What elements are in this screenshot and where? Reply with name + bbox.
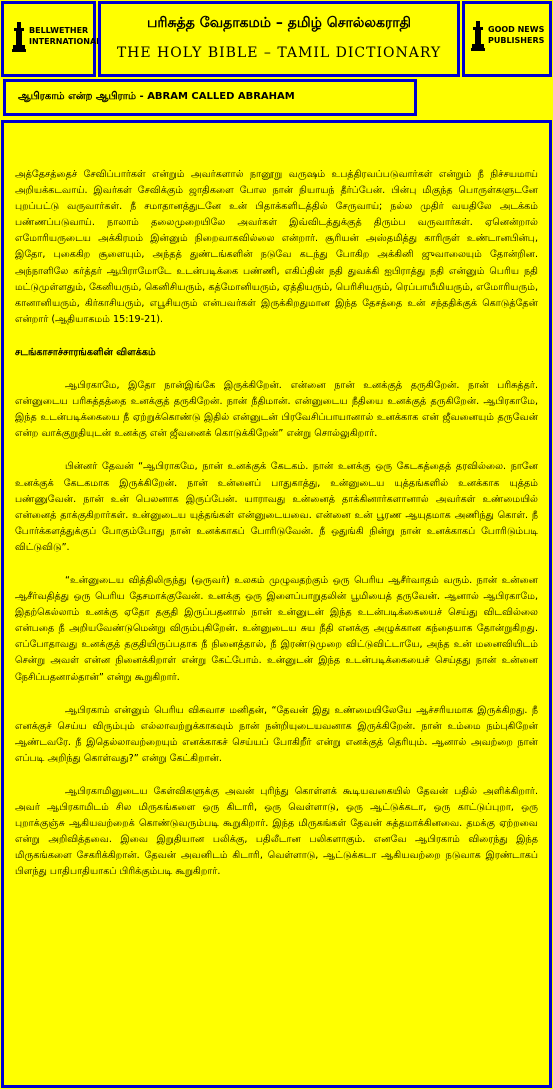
bellwether-logo-box	[1, 1, 102, 77]
goodnews-logo-box	[462, 1, 552, 77]
subtitle-tamil: ஆபிரகாம் என்ற ஆபிராம்	[18, 91, 137, 102]
subtitle	[18, 91, 295, 103]
title-box	[98, 1, 460, 77]
lamp-icon	[12, 21, 26, 53]
page-header	[0, 0, 553, 79]
bellwether-logo	[12, 21, 101, 53]
paragraph-5: ஆபிரகாம் என்னும் பெரிய விசுவாச மனிதன், “தேவன் இது உண்மையிலேயே ஆச்சரியமாக இருக்கிறது. நீ எனக்குச் செய்ய விரும்பும் எல்லாவற்றுக்காகவும் நான் நன்றியுடையவனாக இருக்கிறேன். நான் உம்மை நம்புகிறேன் ஆண்டவரே. நீ இதெல்லாவற்றையும் எனக்காகச் செய்யப் போகிறீர் என்று எனக்குத் தெரியும். ஆனால் அவற்றை நான் எப்படி அறிந்து கொள்வது?” என்று கேட்கிறான்.	[15, 704, 538, 764]
bellwether-logo-text: BELLWETHER INTERNATIONAL	[29, 26, 102, 46]
section-heading: சடங்காசாச்சாரங்களின் விளக்கம்	[15, 346, 156, 358]
goodnews-logo-text: GOOD NEWS PUBLISHERS	[488, 25, 545, 45]
title-tamil: பரிசுத்த வேதாகமம் – தமிழ் சொல்லகராதி	[147, 15, 411, 31]
subtitle-box	[3, 79, 417, 116]
paragraph-3: பின்னர் தேவன் “ஆபிராகமே, நான் உனக்குக் கேடகம். நான் உனக்கு ஒரு கேடகத்தைத் தரவில்லை. நானே உனக்குக் கேடகமாக இருக்கிறேன். நான் உன்னைப் பாதுகாத்து, உன்னுடைய யுத்தங்களில் உனக்காக யுத்தம் பண்ணுவேன். நான் உன் பெலனாக இருப்பேன். யாராவது உன்னைத் தாக்கினார்களானால் அவர்கள் உண்மையில் என்னைத் தாக்குகிறார்கள். உன்னுடைய யுத்தங்கள் என்னுடையவை. என்னை உன் பூரண ஆயுதமாக அணிந்து கொள். நீ போர்க்களத்துக்குப் போகும்போது நான் உனக்காகப் போரிடுவேன். நீ ஒதுங்கி நின்று நான் உனக்காகப் போரிடும்படி விட்டுவிடு”.	[15, 461, 538, 553]
paragraph-4: “உன்னுடைய வித்திலிருந்து (ஒருவர்) உலகம் முழுவதற்கும் ஒரு பெரிய ஆசீர்வாதம் வரும். நான் உன்னை ஆசீர்வதித்து ஒரு பெரிய தேசமாக்குவேன். உனக்கு ஒரு இளைப்பாறுதலின் பூமியைத் தருவேன். ஆனால் ஆபிரகாமே, இதற்கெல்லாம் உனக்கு ஏதோ தகுதி இருப்பதனால் நான் உன்னுடன் இந்த உடன்படிக்கையைச் செய்து விடவில்லை என்பதை நீ அறியவேண்டுமென்று விரும்புகிறேன். உன்னுடைய சுய நீதி எனக்கு அழுக்கான கந்தையாக தோன்றுகிறது. எப்போதாவது உனக்குத் தகுதியிருப்பதாக நீ நினைத்தால், நீ இரண்டுமுறை விட்டுவிட்டாயே, அந்த உன் மனைவியிடம் சென்று அவள் என்ன நினைக்கிறாள் என்று கேட்போம். உன்னுடன் இந்த உடன்படிக்கையைச் செய்தது நான் உன்னை நேசிப்பதனால்தான்” என்று கூறுகிறார்.	[15, 574, 538, 683]
title-english: THE HOLY BIBLE – TAMIL DICTIONARY	[116, 45, 442, 61]
paragraph-6: ஆபிரகாமினுடைய கேள்விகளுக்கு அவன் புரிந்து கொள்ளக் கூடியவகையில் தேவன் பதில் அளிக்கிறார். அவர் ஆபிரகாமிடம் சில மிருகங்களை ஒரு கிடாரி, ஒரு வெள்ளாடு, ஒரு ஆட்டுக்கடா, ஒரு காட்டுப்புறா, ஒரு புறாக்குஞ்சு ஆகியவற்றைக் கொண்டுவரும்படி கூறுகிறார். இந்த மிருகங்கள் தேவன் சுத்தமாக்கினவை. தமக்கு ஏற்றவை என்று அறிவித்தவை. இவை இறுதியான பலிக்கு, பதிலீடான பலிகளாகும். எனவே ஆபிரகாம் விரைந்து இந்த மிருகங்களை சேகரிக்கிறான். தேவன் அவனிடம் கிடாரி, வெள்ளாடு, ஆட்டுக்கடா ஆகியவற்றை நடுவாக இரண்டாகப் பிளந்து பாதிபாதியாகப் பிரிக்கும்படி கூறுகிறார்.	[15, 786, 538, 878]
paragraph-1: அத்தேசத்தைச் சேவிப்பார்கள் என்றும் அவர்களால் நானூறு வருஷம் உபத்திரவப்படுவார்கள் என்றும் நீ நிச்சயமாய் அறியக்கடவாய். இவர்கள் சேவிக்கும் ஜாதிகளை போல நான் நியாயந் தீர்ப்பேன். பின்பு மிகுந்த பொருள்களுடனே புறப்பட்டு வருவார்கள். நீ சமாதானத்துடனே உன் பிதாக்களிடத்தில் சேருவாய்; நல்ல முதிர் வயதிலே அடக்கம் பண்ணப்படுவாய். நாலாம் தலைமுறையிலே அவர்கள் இவ்விடத்துக்குத் திரும்ப வருவார்கள். ஏனென்றால் எமோரியருடைய அக்கிரமம் இன்னும் நிறைவாகவில்லை என்றார். சூரியன் அஸ்தமித்து காரிருள் உண்டானபின்பு, இதோ, புகைகிற சூளையும், அந்தத் துண்டங்களின் நடுவே கடந்து போகிற அக்கினி ஜுவாலையும் தோன்றின. அந்நாளிலே கர்த்தர் ஆபிராமோடே உடன்படிக்கை பண்ணி, எகிப்தின் நதி துவக்கி ஐபிராத்து நதி என்னும் பெரிய நதி மட்டுமுள்ளதும், கேனியரும், கெனிசியரும், கத்மோனியரும், ஏத்தியரும், பெரிசியரும், ரெப்பாயீமியரும், எமோரியரும், கானானியரும், கிர்காசியரும், எபூசியரும் என்பவர்கள் இருக்கிறதுமான இந்த தேசத்தை உன் சந்ததிக்குக் கொடுத்தேன் என்றார் (ஆதியாகமம் 15:19-21).	[15, 169, 538, 325]
article-body	[15, 167, 538, 881]
lamp-icon	[471, 20, 485, 52]
goodnews-logo	[471, 20, 544, 52]
paragraph-2: ஆபிரகாமே, இதோ நான்இங்கே இருக்கிறேன். என்னை நான் உனக்குத் தருகிறேன். நான் பரிசுத்தர். என்னுடைய பரிசுத்தத்தை உனக்குத் தருகிறேன். நான் நீதிமான். என்னுடைய நீதியை உனக்குத் தருகிறேன். ஆபிரகாமே, இந்த உடன்படிக்கையை நீ ஏற்றுக்கொண்டு இதில் என்னுடன் பிரவேசிப்பாயானால் உனக்காக என் ஜீவனையும் தருவேன் என்ற வாக்குறுதியுடன் உனக்கு என் ஜீவனைக் கொடுக்கிறேன்” என்று சொல்லுகிறார்.	[15, 380, 538, 440]
subtitle-english: - ABRAM CALLED ABRAHAM	[136, 91, 295, 102]
